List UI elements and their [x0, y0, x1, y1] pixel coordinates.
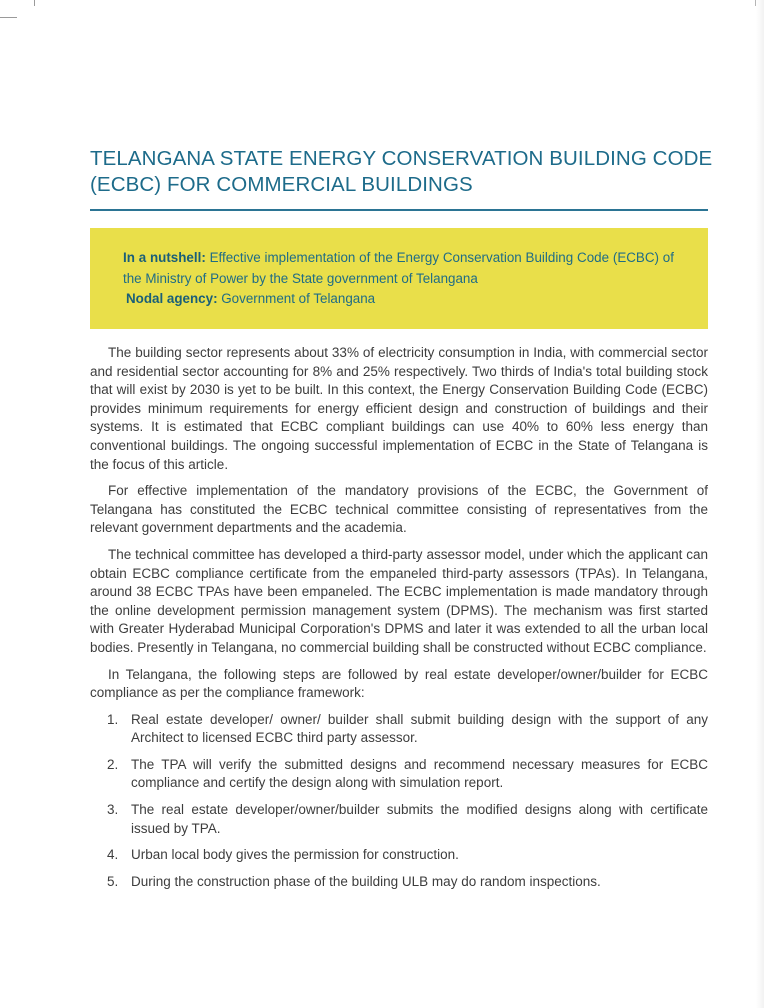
list-item [90, 873, 708, 892]
nodal-agency-line [123, 289, 674, 310]
article-body [90, 344, 708, 899]
nodal-agency-value: Government of Telangana [221, 291, 376, 306]
step-text: The TPA will verify the submitted designs and recommend necessary measures for ECBC compliance and certify the design along with simulation report. [131, 756, 708, 791]
step-number: 5. [107, 873, 119, 889]
list-item [90, 846, 708, 865]
step-number: 1. [107, 711, 119, 727]
step-number: 3. [107, 802, 119, 818]
article-title: TELANGANA STATE ENERGY CONSERVATION BUILDING CODE (ECBC) FOR COMMERCIAL BUILDINGS [90, 147, 713, 196]
crop-mark-vertical [34, 0, 35, 6]
step-number: 2. [107, 756, 119, 772]
step-text: Real estate developer/ owner/ builder shall submit building design with the support of any Architect to licensed ECBC third party assessor. [131, 711, 708, 746]
step-text: Urban local body gives the permission for construction. [131, 847, 459, 863]
nutshell-label: In a nutshell: [123, 250, 206, 265]
nutshell-text: Effective implementation of the Energy Conservation Building Code (ECBC) of the Ministry of Power by the State government of Telangana [123, 250, 674, 286]
list-item [90, 711, 708, 748]
compliance-steps-list [90, 711, 708, 892]
step-text: During the construction phase of the building ULB may do random inspections. [131, 873, 601, 889]
paragraph-tpa-model: The technical committee has developed a third-party assessor model, under which the applicant can obtain ECBC compliance certificate from the empaneled third-party assessors (TPAs). In Telangana, around 38 ECBC TPAs have been empaneled. The ECBC implementation is made mandatory through the online development permission management system (DPMS). The mechanism was first started with Greater Hyderabad Municipal Corporation's DPMS and later it was extended to all the urban local bodies. Presently in Telangana, no commercial building shall be constructed without ECBC compliance. [90, 546, 708, 655]
nutshell-line [123, 248, 674, 289]
nodal-agency-label: Nodal agency: [126, 291, 218, 306]
title-divider [90, 209, 708, 211]
page-edge-shadow [756, 0, 764, 1008]
paragraph-steps-intro: In Telangana, the following steps are followed by real estate developer/owner/builder for ECBC compliance as per the compliance framework: [90, 666, 708, 701]
step-text: The real estate developer/owner/builder submits the modified designs along with certificate issued by TPA. [131, 802, 708, 836]
nutshell-summary-box [90, 228, 708, 329]
paragraph-intro: The building sector represents about 33% of electricity consumption in India, with commercial sector and residential sector accounting for 8% and 25% respectively. Two thirds of India's total building stock that will exist by 2030 is yet to be built. In this context, the Energy Conservation Building Code (ECBC) provides minimum requirements for energy efficient design and construction of buildings and their systems. It is estimated that ECBC compliant buildings can use 40% to 60% less energy than conventional buildings. The ongoing successful implementation of ECBC in the State of Telangana is the focus of this article. [90, 345, 708, 472]
list-item [90, 801, 708, 838]
paragraph-committee: For effective implementation of the mandatory provisions of the ECBC, the Government of Telangana has constituted the ECBC technical committee consisting of representatives from the relevant government departments and the academia. [90, 483, 708, 536]
list-item [90, 756, 708, 793]
crop-mark-horizontal [0, 17, 17, 18]
step-number: 4. [107, 847, 119, 863]
